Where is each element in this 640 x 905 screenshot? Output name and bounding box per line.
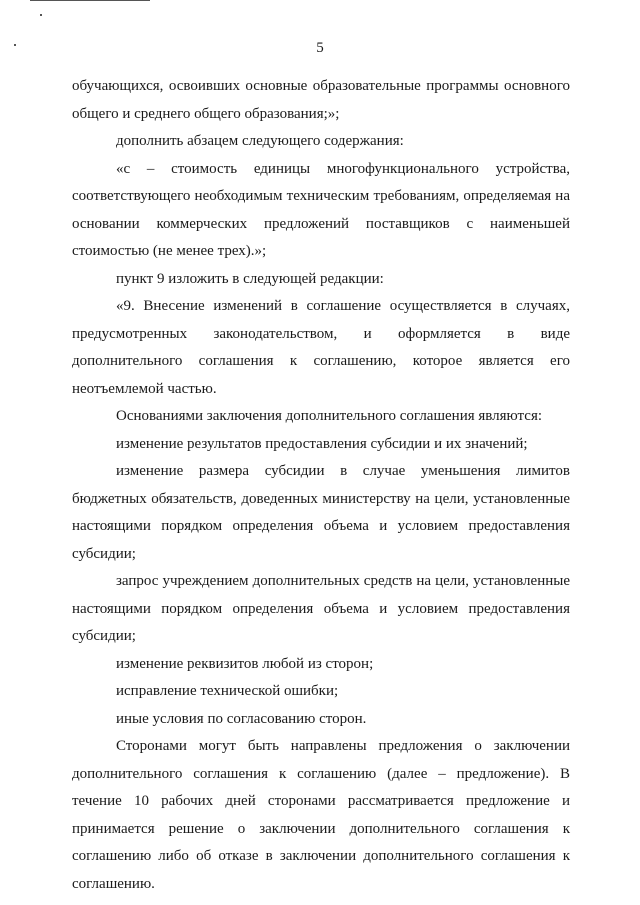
document-body xyxy=(72,73,570,898)
paragraph: иные условия по согласованию сторон. xyxy=(116,710,367,727)
paragraph: обучающихся, освоивших основные образовательные программы основного общего и среднего общего образования;»; xyxy=(72,78,570,122)
scan-mark-dot xyxy=(40,14,42,16)
paragraph: пункт 9 изложить в следующей редакции: xyxy=(116,270,384,287)
paragraph: изменение размера субсидии в случае уменьшения лимитов бюджетных обязательств, доведенных министерству на цели, установленные настоящими порядком определения объема и условием предоставления субсидии; xyxy=(72,463,570,562)
paragraph: «с – стоимость единицы многофункционального устройства, соответствующего необходимым техническим требованиям, определяемая на основании коммерческих предложений поставщиков с наименьшей стоимостью (не менее трех).»; xyxy=(72,160,570,259)
paragraph: исправление технической ошибки; xyxy=(116,683,339,699)
paragraph: изменение результатов предоставления субсидии и их значений; xyxy=(116,435,528,452)
paragraph: запрос учреждением дополнительных средств на цели, установленные настоящими порядком определения объема и условием предоставления субсидии; xyxy=(72,573,570,644)
page-number: 5 xyxy=(316,40,324,56)
paragraph: «9. Внесение изменений в соглашение осуществляется в случаях, предусмотренных законодательством, и оформляется в виде дополнительного соглашения к соглашению, которое является его неотъемлемой частью. xyxy=(72,298,570,397)
paragraph: Основаниями заключения дополнительного соглашения являются: xyxy=(116,408,543,424)
paragraph: дополнить абзацем следующего содержания: xyxy=(116,133,404,149)
paragraph: Сторонами могут быть направлены предложения о заключении дополнительного соглашения к соглашению (далее – предложение). В течение 10 рабочих дней сторонами рассматривается предложение и принимается решение о заключении дополнительного соглашения к соглашению либо об отказе в заключении дополнительного соглашения к соглашению. xyxy=(72,738,570,892)
paragraph: изменение реквизитов любой из сторон; xyxy=(116,655,374,672)
scan-mark-top xyxy=(30,0,150,1)
